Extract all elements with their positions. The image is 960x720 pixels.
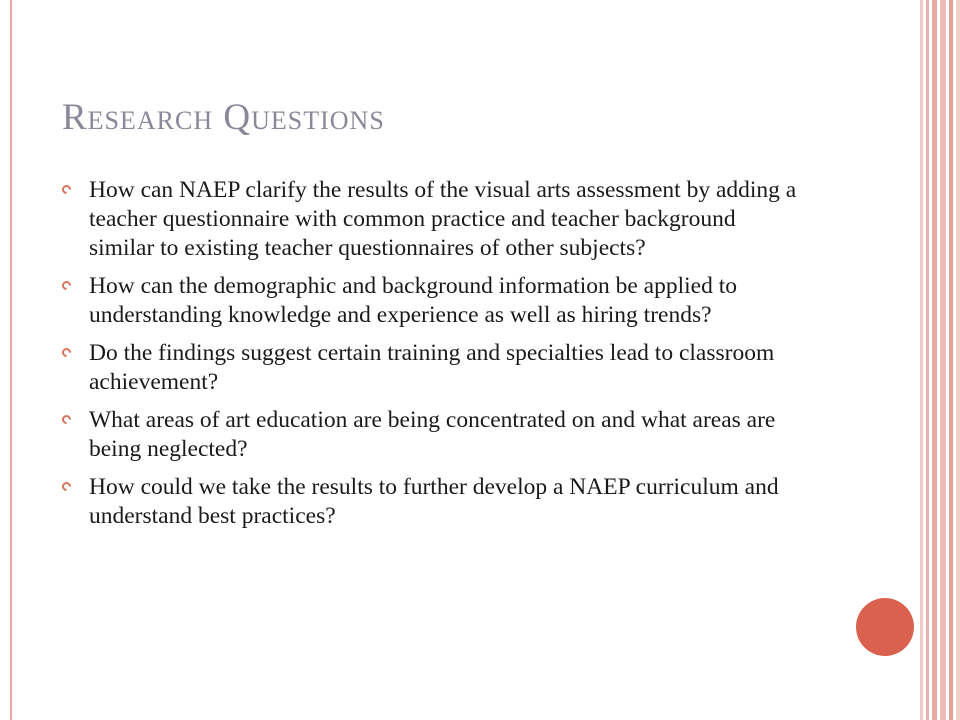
right-border-stripe	[940, 0, 946, 720]
bullet-item	[62, 406, 802, 464]
bullet-text: What areas of art education are being concentrated on and what areas are being neglected?	[89, 407, 776, 462]
open-circle-icon	[60, 346, 73, 359]
accent-circle-decoration	[856, 598, 914, 656]
open-circle-icon	[60, 480, 73, 493]
open-circle-icon	[60, 183, 73, 196]
bullet-item	[62, 176, 802, 263]
bullet-item	[62, 339, 802, 397]
open-circle-icon	[60, 279, 73, 292]
open-circle-icon	[60, 413, 73, 426]
bullet-item	[62, 272, 802, 330]
slide-title: Research Questions	[62, 97, 385, 138]
bullet-text: How can NAEP clarify the results of the visual arts assessment by adding a teacher questionnaire with common practice and teacher background similar to existing teacher questionnaires of other subjects?	[89, 177, 797, 261]
bullet-text: How could we take the results to further develop a NAEP curriculum and understand best practices?	[89, 474, 779, 529]
bullet-item	[62, 473, 802, 531]
right-border-stripe	[949, 0, 953, 720]
left-border-decoration	[0, 0, 12, 720]
bullet-list	[62, 176, 802, 540]
right-border-stripe	[926, 0, 929, 720]
right-border-stripe	[920, 0, 923, 720]
bullet-text: How can the demographic and background information be applied to understanding knowledge and experience as well as hiring trends?	[89, 273, 738, 328]
bullet-text: Do the findings suggest certain training and specialties lead to classroom achievement?	[89, 340, 775, 395]
right-border-stripe	[956, 0, 960, 720]
right-border-stripe	[932, 0, 937, 720]
